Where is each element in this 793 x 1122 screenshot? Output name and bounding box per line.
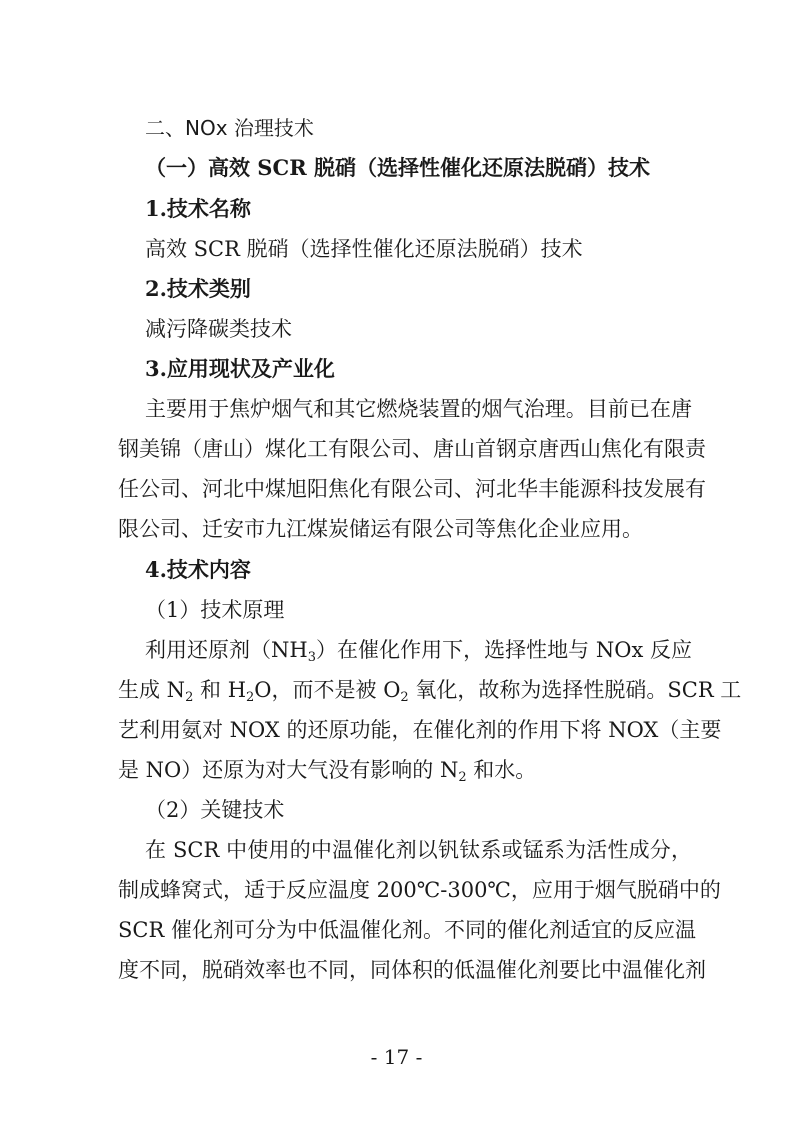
principle-line: 生成 $N_2$ 和 $H_2O$，而不是被 $O_2$ 氧化，故称为选择性脱硝。SCR 工: [118, 678, 742, 705]
heading-tech-name: 1.技术名称: [145, 196, 251, 221]
tech-category-text: 减污降碳类技术: [145, 317, 292, 341]
heading-application-status: 3.应用现状及产业化: [145, 356, 335, 381]
page-number: - 17 -: [370, 1045, 423, 1069]
heading-principle: （1）技术原理: [145, 598, 285, 622]
key-tech-line: 度不同，脱硝效率也不同，同体积的低温催化剂要比中温催化剂: [118, 958, 706, 982]
principle-line: 是 NO）还原为对大气没有影响的 $N_2$ 和水。: [118, 758, 537, 785]
heading-tech-category: 2.技术类别: [145, 276, 251, 301]
key-tech-line: 制成蜂窝式，适于反应温度 200℃-300℃，应用于烟气脱硝中的: [118, 878, 721, 902]
status-line: 主要用于焦炉烟气和其它燃烧装置的烟气治理。目前已在唐: [145, 397, 692, 421]
subsection-title: （一）高效 SCR 脱硝（选择性催化还原法脱硝）技术: [145, 155, 650, 180]
section-title: 二、NOx 治理技术: [145, 116, 314, 140]
tech-name-text: 高效 SCR 脱硝（选择性催化还原法脱硝）技术: [145, 237, 583, 261]
status-line: 限公司、迁安市九江煤炭储运有限公司等焦化企业应用。: [118, 517, 643, 541]
status-line: 钢美锦（唐山）煤化工有限公司、唐山首钢京唐西山焦化有限责: [118, 437, 706, 461]
key-tech-line: SCR 催化剂可分为中低温催化剂。不同的催化剂适宜的反应温: [118, 918, 696, 942]
principle-line: 艺利用氨对 NOX 的还原功能，在催化剂的作用下将 NOX（主要: [118, 718, 722, 742]
key-tech-line: 在 SCR 中使用的中温催化剂以钒钛系或锰系为活性成分，: [145, 838, 692, 862]
heading-tech-content: 4.技术内容: [145, 557, 251, 582]
heading-key-tech: （2）关键技术: [145, 798, 285, 822]
principle-line: 利用还原剂$(NH_3)$在催化作用下，选择性地与 NOx 反应: [145, 638, 692, 665]
status-line: 任公司、河北中煤旭阳焦化有限公司、河北华丰能源科技发展有: [118, 477, 706, 501]
